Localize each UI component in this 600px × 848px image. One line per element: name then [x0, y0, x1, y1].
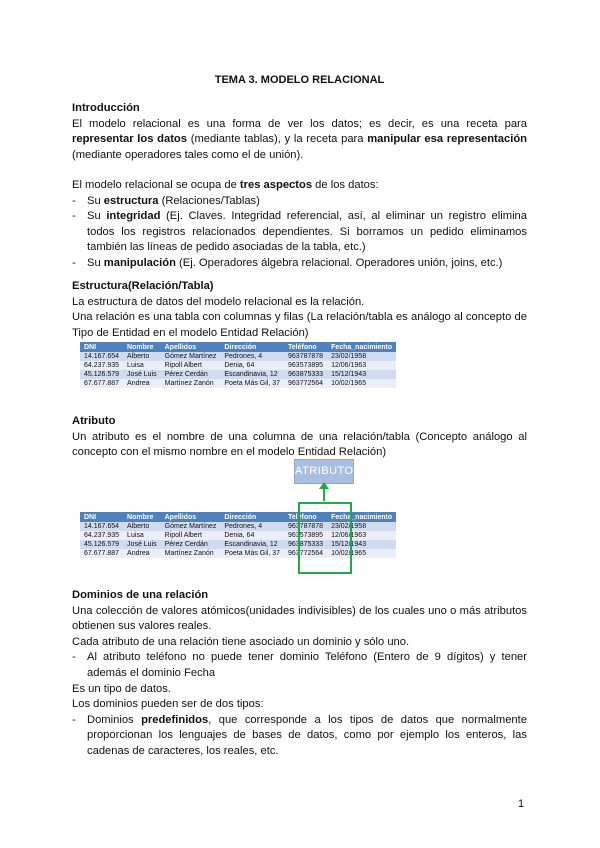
column-header: Dirección — [220, 342, 284, 352]
column-header: Fecha_nacimiento — [327, 512, 396, 522]
table-cell: José Luis — [123, 370, 161, 379]
table-cell: Poeta Más Gil, 37 — [220, 379, 284, 388]
table-cell: 14.167.654 — [80, 522, 123, 531]
page-title: TEMA 3. MODELO RELACIONAL — [214, 74, 385, 86]
table-cell: Pedrones, 4 — [220, 522, 284, 531]
table-cell: 10/02/1965 — [327, 379, 396, 388]
table-cell: 963875333 — [284, 370, 327, 379]
table-cell: Pérez Cerdán — [161, 370, 221, 379]
table-cell: 963573895 — [284, 531, 327, 540]
column-header: Dirección — [220, 512, 284, 522]
table-cell: 963573895 — [284, 361, 327, 370]
dominios-paragraph-2: Cada atributo de una relación tiene asociado un dominio y sólo uno. — [72, 635, 410, 648]
table-cell: 963787878 — [284, 352, 327, 361]
dominios-heading: Dominios de una relación — [72, 589, 209, 601]
column-header: DNI — [80, 512, 123, 522]
table-cell: Ripoll Albert — [161, 361, 221, 370]
column-header: DNI — [80, 342, 123, 352]
table-cell: Gómez Martínez — [161, 522, 221, 531]
dominios-list-1 — [72, 650, 527, 681]
table-cell: 45.126.579 — [80, 540, 123, 549]
list-item: - Su integridad (Ej. Claves. Integridad referencial, así, al eliminar un registro elimina todos los registros relacionados dependientes. Si borramos un pedido eliminamos también las líneas de pedido asociadas de la tabla, etc.) — [72, 209, 527, 256]
column-header: Teléfono — [284, 512, 327, 522]
table-cell: Gómez Martínez — [161, 352, 221, 361]
table-cell: 963875333 — [284, 540, 327, 549]
table-cell: Luisa — [123, 361, 161, 370]
table-relation-example — [80, 342, 396, 388]
table-cell: 15/12/1943 — [327, 540, 396, 549]
column-header: Nombre — [123, 512, 161, 522]
column-header: Apellidos — [161, 512, 221, 522]
table-cell: Escandinavia, 12 — [220, 540, 284, 549]
table-cell: Denia, 64 — [220, 531, 284, 540]
arrow-shaft — [323, 485, 325, 501]
intro-paragraph-2: El modelo relacional se ocupa de tres aspectos de los datos: — [72, 179, 379, 191]
table-cell: 67.677.887 — [80, 549, 123, 558]
list-item: - Al atributo teléfono no puede tener dominio Teléfono (Entero de 9 dígitos) y tener además el dominio Fecha — [72, 650, 527, 681]
dominios-section — [72, 588, 527, 760]
table-cell: Pedrones, 4 — [220, 352, 284, 361]
table-cell: Andrea — [123, 379, 161, 388]
table-cell: Ripoll Albert — [161, 531, 221, 540]
table-cell: Pérez Cerdán — [161, 540, 221, 549]
column-header: Teléfono — [284, 342, 327, 352]
relation-table — [80, 342, 396, 388]
atributo-heading: Atributo — [72, 415, 116, 427]
dominios-list-2 — [72, 713, 527, 760]
estructura-paragraph-2: Una relación es una tabla con columnas y filas (La relación/tabla es análogo al concepto de Tipo de Entidad en el modelo Entidad Relación) — [72, 311, 527, 339]
table-row — [80, 361, 396, 370]
table-row — [80, 352, 396, 361]
estructura-paragraph-1: La estructura de datos del modelo relacional es la relación. — [72, 295, 365, 308]
intro-paragraph-1: El modelo relacional es una forma de ver los datos; es decir, es una receta para representar los datos (mediante tablas), y la receta para manipular esa representación (mediante operadores tales como el de unión). — [72, 117, 527, 161]
attribute-highlight-box — [298, 502, 352, 574]
table-cell: 15/12/1943 — [327, 370, 396, 379]
table-cell: 963772564 — [284, 549, 327, 558]
table-cell: 963787878 — [284, 522, 327, 531]
table-cell: Alberto — [123, 352, 161, 361]
column-header: Fecha_nacimiento — [327, 342, 396, 352]
table-cell: Denia, 64 — [220, 361, 284, 370]
dominios-paragraph-3: Es un tipo de datos. — [72, 682, 171, 695]
table-cell: 14.167.654 — [80, 352, 123, 361]
page-number: 1 — [518, 798, 525, 810]
aspects-list — [72, 194, 527, 272]
intro-aspects — [72, 178, 527, 272]
table-cell: Alberto — [123, 522, 161, 531]
table-cell: 45.126.579 — [80, 370, 123, 379]
estructura-heading: Estructura(Relación/Tabla) — [72, 280, 214, 292]
column-header: Nombre — [123, 342, 161, 352]
table-cell: José Luis — [123, 540, 161, 549]
table-cell: 10/02/1965 — [327, 549, 396, 558]
table-cell: Poeta Más Gil, 37 — [220, 549, 284, 558]
table-cell: 64.237.935 — [80, 361, 123, 370]
table-row — [80, 370, 396, 379]
table-row — [80, 379, 396, 388]
atributo-paragraph: Un atributo es el nombre de una columna de una relación/tabla (Concepto análogo al concepto con el mismo nombre en el modelo Entidad Relación) — [72, 430, 527, 459]
table-cell: Escandinavia, 12 — [220, 370, 284, 379]
intro-section — [72, 101, 527, 163]
dominios-paragraph-1: Una colección de valores atómicos(unidades indivisibles) de los cuales uno o más atributos obtienen sus valores reales. — [72, 604, 527, 633]
table-cell: Andrea — [123, 549, 161, 558]
table-cell: Martínez Zanón — [161, 379, 221, 388]
table-cell: 67.677.887 — [80, 379, 123, 388]
estructura-section — [72, 279, 527, 341]
table-cell: 23/02/1958 — [327, 352, 396, 361]
table-cell: Martínez Zanón — [161, 549, 221, 558]
list-item: - Su estructura (Relaciones/Tablas) — [72, 194, 527, 210]
table-cell: 963772564 — [284, 379, 327, 388]
table-cell: Luisa — [123, 531, 161, 540]
table-cell: 12/06/1963 — [327, 361, 396, 370]
table-cell: 64.237.935 — [80, 531, 123, 540]
list-item: - Dominios predefinidos, que corresponde a los tipos de datos que normalmente proporcionan los lenguajes de bases de datos, como por ejemplo los enteros, las cadenas de caracteres, los reales, etc. — [72, 713, 527, 760]
column-header: Apellidos — [161, 342, 221, 352]
table-cell: 23/02/1958 — [327, 522, 396, 531]
list-item: - Su manipulación (Ej. Operadores álgebra relacional. Operadores unión, joins, etc.) — [72, 256, 527, 272]
intro-heading: Introducción — [72, 102, 140, 114]
atributo-section — [72, 414, 527, 461]
attribute-label: ATRIBUTO — [294, 459, 354, 484]
table-cell: 12/06/1963 — [327, 531, 396, 540]
dominios-paragraph-4: Los dominios pueden ser de dos tipos: — [72, 698, 264, 711]
